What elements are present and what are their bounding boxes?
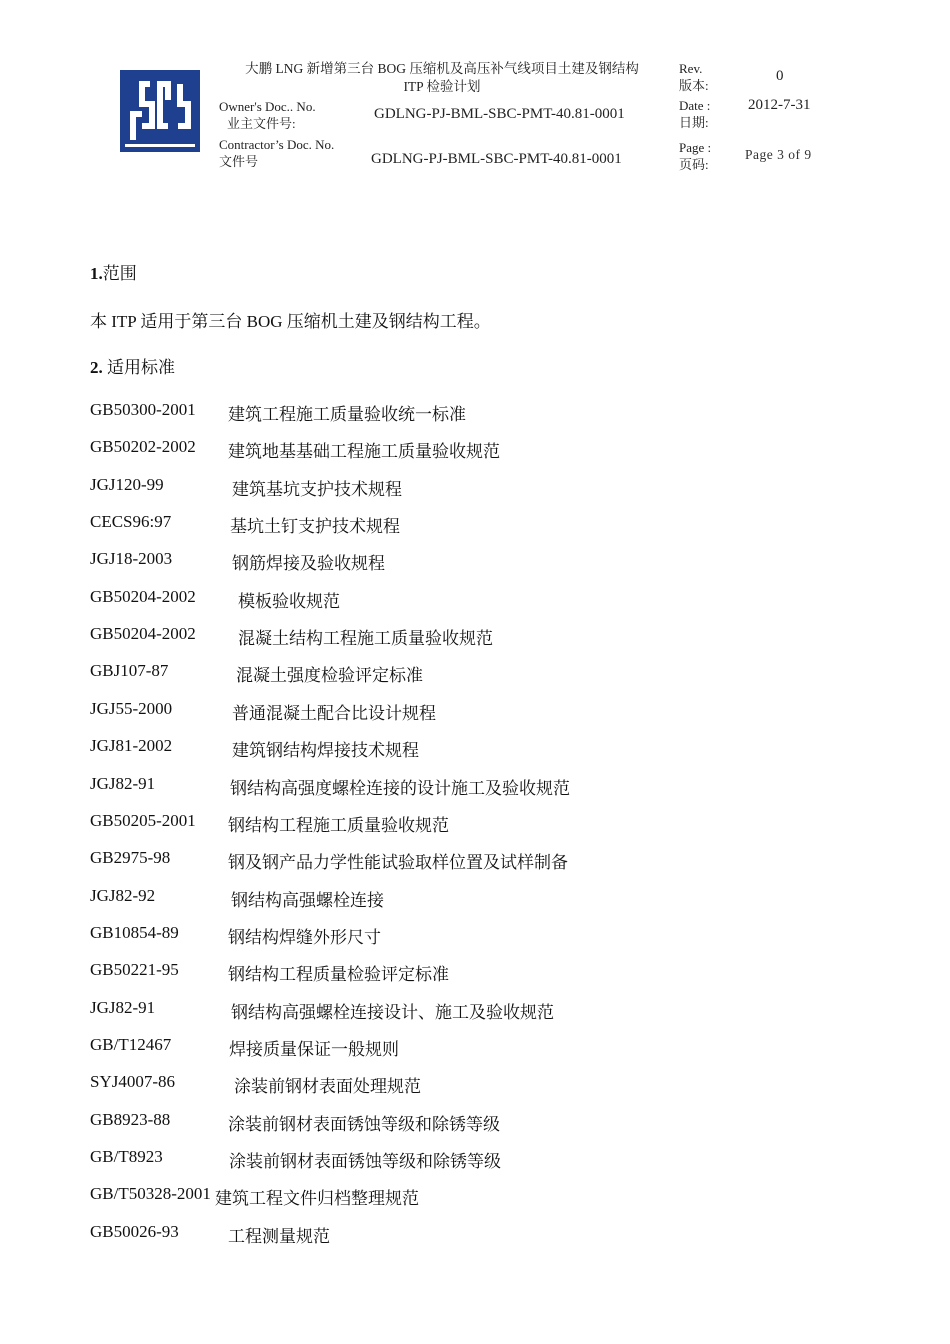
rev-label	[679, 60, 709, 94]
standard-code: GB50300-2001	[90, 400, 196, 419]
standard-title: 钢结构高强螺栓连接设计、施工及验收规范	[231, 1003, 554, 1022]
standard-title: 钢结构高强螺栓连接	[231, 891, 384, 910]
standard-code: JGJ55-2000	[90, 699, 173, 718]
standard-title: 基坑土钉支护技术规程	[230, 517, 400, 536]
standard-code: GB50204-2002	[90, 624, 196, 643]
standard-title: 涂装前钢材表面处理规范	[234, 1077, 421, 1096]
standard-title: 钢及钢产品力学性能试验取样位置及试样制备	[228, 853, 568, 872]
section-1-heading	[90, 259, 137, 284]
standard-title: 模板验收规范	[238, 592, 340, 611]
owner-doc-number: GDLNG-PJ-BML-SBC-PMT-40.81-0001	[374, 106, 625, 122]
standard-code: JGJ120-99	[90, 475, 164, 494]
standard-code: JGJ82-91	[90, 998, 156, 1017]
owner-doc-label-zh: 业主文件号:	[227, 116, 296, 131]
standard-title: 钢结构焊缝外形尺寸	[228, 928, 381, 947]
contractor-doc-number: GDLNG-PJ-BML-SBC-PMT-40.81-0001	[371, 151, 622, 167]
standard-code: JGJ81-2002	[90, 736, 173, 755]
section-2-heading	[90, 353, 175, 378]
rev-label-zh: 版本:	[679, 78, 709, 93]
standard-code: SYJ4007-86	[90, 1072, 176, 1091]
date-value: 2012-7-31	[748, 97, 811, 113]
page-label-zh: 页码:	[679, 157, 709, 172]
section-2-number: 2.	[90, 358, 103, 377]
standard-code: GB10854-89	[90, 923, 179, 942]
standard-code: GB/T8923	[90, 1147, 163, 1166]
date-label	[679, 97, 710, 131]
page-label	[679, 139, 711, 173]
standard-code: GBJ107-87	[90, 661, 169, 680]
standard-title: 建筑钢结构焊接技术规程	[232, 741, 419, 760]
document-title-line2: ITP 检验计划	[403, 79, 481, 94]
standard-code: JGJ82-91	[90, 774, 156, 793]
rev-value: 0	[776, 68, 784, 84]
standard-code: GB/T12467	[90, 1035, 172, 1054]
standard-title: 工程测量规范	[228, 1227, 330, 1246]
standard-title: 钢筋焊接及验收规程	[232, 554, 385, 573]
standard-title: 普通混凝土配合比设计规程	[232, 704, 436, 723]
standard-code: GB8923-88	[90, 1110, 171, 1129]
owner-doc-label	[219, 98, 316, 132]
rev-label-en: Rev.	[679, 61, 703, 76]
standard-title: 焊接质量保证一般规则	[229, 1040, 399, 1059]
contractor-doc-label-zh: 文件号	[219, 154, 259, 169]
document-title-line1: 大鹏 LNG 新增第三台 BOG 压缩机及高压补气线项目土建及钢结构	[245, 61, 639, 76]
standard-code: GB50204-2002	[90, 587, 196, 606]
page-label-en: Page :	[679, 140, 712, 155]
section-1-title: 范围	[102, 264, 137, 283]
standard-code: GB50202-2002	[90, 437, 196, 456]
section-1-text: 本 ITP 适用于第三台 BOG 压缩机土建及钢结构工程。	[90, 312, 491, 331]
date-label-en: Date :	[679, 98, 711, 113]
standard-title: 钢结构工程施工质量验收规范	[228, 816, 449, 835]
page-value: Page 3 of 9	[745, 147, 812, 162]
standard-code: JGJ82-92	[90, 886, 156, 905]
standard-code: GB50221-95	[90, 960, 179, 979]
standard-title: 建筑工程施工质量验收统一标准	[228, 405, 466, 424]
document-title	[212, 60, 672, 96]
standard-title: 建筑工程文件归档整理规范	[215, 1189, 419, 1208]
date-label-zh: 日期:	[679, 115, 709, 130]
standard-code: GB50026-93	[90, 1222, 179, 1241]
section-2-title: 适用标准	[102, 358, 175, 377]
standard-title: 涂装前钢材表面锈蚀等级和除锈等级	[229, 1152, 501, 1171]
company-logo	[120, 70, 200, 152]
standard-code: GB/T50328-2001	[90, 1184, 211, 1203]
standard-title: 混凝土结构工程施工质量验收规范	[238, 629, 493, 648]
standard-title: 钢结构工程质量检验评定标准	[228, 965, 449, 984]
standard-code: GB50205-2001	[90, 811, 196, 830]
standard-title: 建筑基坑支护技术规程	[232, 480, 402, 499]
section-1-number: 1.	[90, 264, 103, 283]
standard-code: GB2975-98	[90, 848, 171, 867]
standard-title: 涂装前钢材表面锈蚀等级和除锈等级	[228, 1115, 500, 1134]
standard-title: 混凝土强度检验评定标准	[236, 666, 423, 685]
standard-code: JGJ18-2003	[90, 549, 173, 568]
standard-title: 钢结构高强度螺栓连接的设计施工及验收规范	[230, 779, 570, 798]
contractor-doc-label-en: Contractor’s Doc. No.	[219, 137, 335, 152]
owner-doc-label-en: Owner's Doc.. No.	[219, 99, 316, 114]
contractor-doc-label	[219, 136, 334, 170]
standard-title: 建筑地基基础工程施工质量验收规范	[228, 442, 500, 461]
standard-code: CECS96:97	[90, 512, 172, 531]
